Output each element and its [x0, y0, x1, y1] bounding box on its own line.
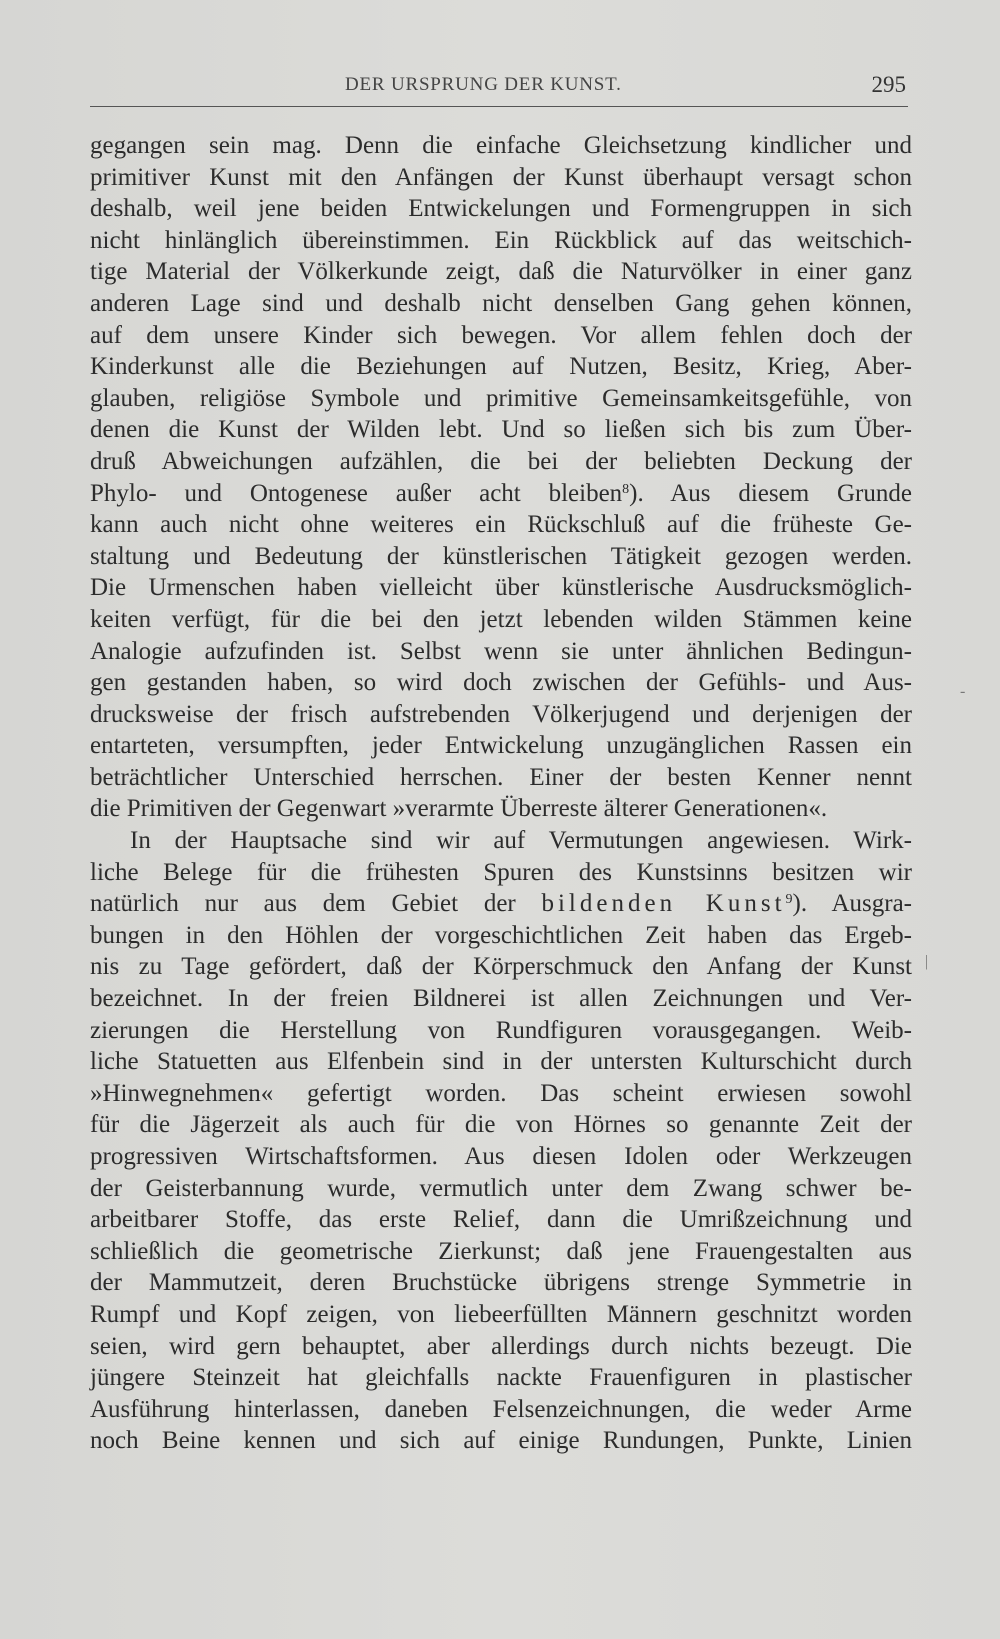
- text-line: für die Jägerzeit als auch für die von Hörnes so genannte Zeit der: [90, 1111, 912, 1139]
- text-line: progressiven Wirtschaftsformen. Aus diesen Idolen oder Werkzeugen: [90, 1143, 912, 1170]
- text-line: liche Belege für die frühesten Spuren des Kunstsinns besitzen wir: [90, 858, 912, 886]
- text-line: liche Statuetten aus Elfenbein sind in der untersten Kulturschicht durch: [90, 1048, 912, 1076]
- text-line: staltung und Bedeutung der künstlerischen Tätigkeit gezogen werden.: [90, 542, 912, 570]
- text-line: primitiver Kunst mit den Anfängen der Kunst überhaupt versagt schon: [90, 163, 912, 191]
- text-line: bezeichnet. In der freien Bildnerei ist allen Zeichnungen und Ver-: [90, 985, 912, 1013]
- text-segment: ). Aus diesem Grunde: [629, 479, 912, 507]
- text-line: deshalb, weil jene beiden Entwickelungen und Formengruppen in sich: [90, 195, 912, 223]
- footnote-ref-8: 8: [622, 481, 630, 497]
- text-line-with-footnote-8: [90, 478, 912, 510]
- text-line: glauben, religiöse Symbole und primitive Gemeinsamkeitsgefühle, von: [90, 384, 912, 412]
- text-line: auf dem unsere Kinder sich bewegen. Vor allem fehlen doch der: [90, 321, 912, 349]
- page-number: 295: [871, 72, 906, 97]
- text-line: die Primitiven der Gegenwart »verarmte Überreste älterer Generationen«.: [90, 795, 828, 823]
- text-line: noch Beine kennen und sich auf einige Rundungen, Punkte, Linien: [90, 1427, 912, 1455]
- page-header: [90, 72, 908, 107]
- text-line: druß Abweichungen aufzählen, die bei der beliebten Deckung der: [90, 447, 912, 475]
- text-line: »Hinwegnehmen« gefertigt worden. Das scheint erwiesen sowohl: [90, 1079, 912, 1107]
- margin-dash-mark: -: [960, 683, 966, 700]
- text-line: Analogie aufzufinden ist. Selbst wenn sie unter ähnlichen Bedingun-: [90, 637, 912, 665]
- text-line: der Mammutzeit, deren Bruchstücke übrigens strenge Symmetrie in: [90, 1269, 912, 1297]
- text-line: Kinderkunst alle die Beziehungen auf Nutzen, Besitz, Krieg, Aber-: [90, 353, 912, 381]
- text-line: keiten verfügt, für die bei den jetzt lebenden wilden Stämmen keine: [90, 605, 912, 633]
- text-line: bungen in den Höhlen der vorgeschichtlichen Zeit haben das Ergeb-: [90, 921, 912, 949]
- text-line: schließlich die geometrische Zierkunst; daß jene Frauengestalten aus: [90, 1237, 912, 1265]
- margin-bar-mark: |: [925, 953, 929, 970]
- running-title: DER URSPRUNG DER KUNST.: [345, 74, 622, 95]
- text-line: drucksweise der frisch aufstrebenden Völkerjugend und derjenigen der: [90, 700, 912, 728]
- text-line: nis zu Tage gefördert, daß der Körperschmuck den Anfang der Kunst: [90, 953, 912, 981]
- spaced-term: bildenden Kunst: [541, 890, 786, 918]
- text-line-with-footnote-9: [90, 888, 912, 920]
- text-segment: ). Ausgra-: [792, 890, 912, 918]
- text-line: seien, wird gern behauptet, aber allerdings durch nichts bezeugt. Die: [90, 1332, 912, 1360]
- text-line: Rumpf und Kopf zeigen, von liebeerfüllten Männern geschnitzt worden: [90, 1300, 912, 1328]
- paragraph-start-line: In der Hauptsache sind wir auf Vermutungen angewiesen. Wirk-: [130, 827, 912, 855]
- text-line: zierungen die Herstellung von Rundfiguren vorausgegangen. Weib-: [90, 1016, 912, 1044]
- text-line: jüngere Steinzeit hat gleichfalls nackte Frauenfiguren in plastischer: [90, 1364, 912, 1392]
- text-line: arbeitbarer Stoffe, das erste Relief, dann die Umrißzeichnung und: [90, 1206, 912, 1234]
- text-line: entarteten, versumpften, jeder Entwickelung unzugänglichen Rassen ein: [90, 732, 912, 760]
- text-line: nicht hinlänglich übereinstimmen. Ein Rückblick auf das weitschich-: [90, 226, 912, 254]
- text-line: anderen Lage sind und deshalb nicht denselben Gang gehen können,: [90, 289, 912, 317]
- text-line: Ausführung hinterlassen, daneben Felsenzeichnungen, die weder Arme: [90, 1395, 912, 1423]
- footnote-ref-9: 9: [785, 892, 793, 908]
- text-line: Die Urmenschen haben vielleicht über künstlerische Ausdrucksmöglich-: [90, 574, 912, 602]
- text-line: der Geisterbannung wurde, vermutlich unter dem Zwang schwer be-: [90, 1174, 912, 1202]
- body-text: [90, 130, 912, 1457]
- text-line: kann auch nicht ohne weiteres ein Rückschluß auf die früheste Ge-: [90, 511, 912, 539]
- text-line: gegangen sein mag. Denn die einfache Gleichsetzung kindlicher und: [90, 132, 912, 159]
- text-line: denen die Kunst der Wilden lebt. Und so ließen sich bis zum Über-: [90, 416, 912, 444]
- text-line: gen gestanden haben, so wird doch zwischen der Gefühls- und Aus-: [90, 669, 912, 697]
- text-segment: Phylo- und Ontogenese außer acht bleiben: [90, 479, 623, 507]
- text-line: tige Material der Völkerkunde zeigt, daß die Naturvölker in einer ganz: [90, 258, 912, 286]
- text-line: beträchtlicher Unterschied herrschen. Einer der besten Kenner nennt: [90, 763, 912, 791]
- text-segment: natürlich nur aus dem Gebiet der: [90, 890, 516, 918]
